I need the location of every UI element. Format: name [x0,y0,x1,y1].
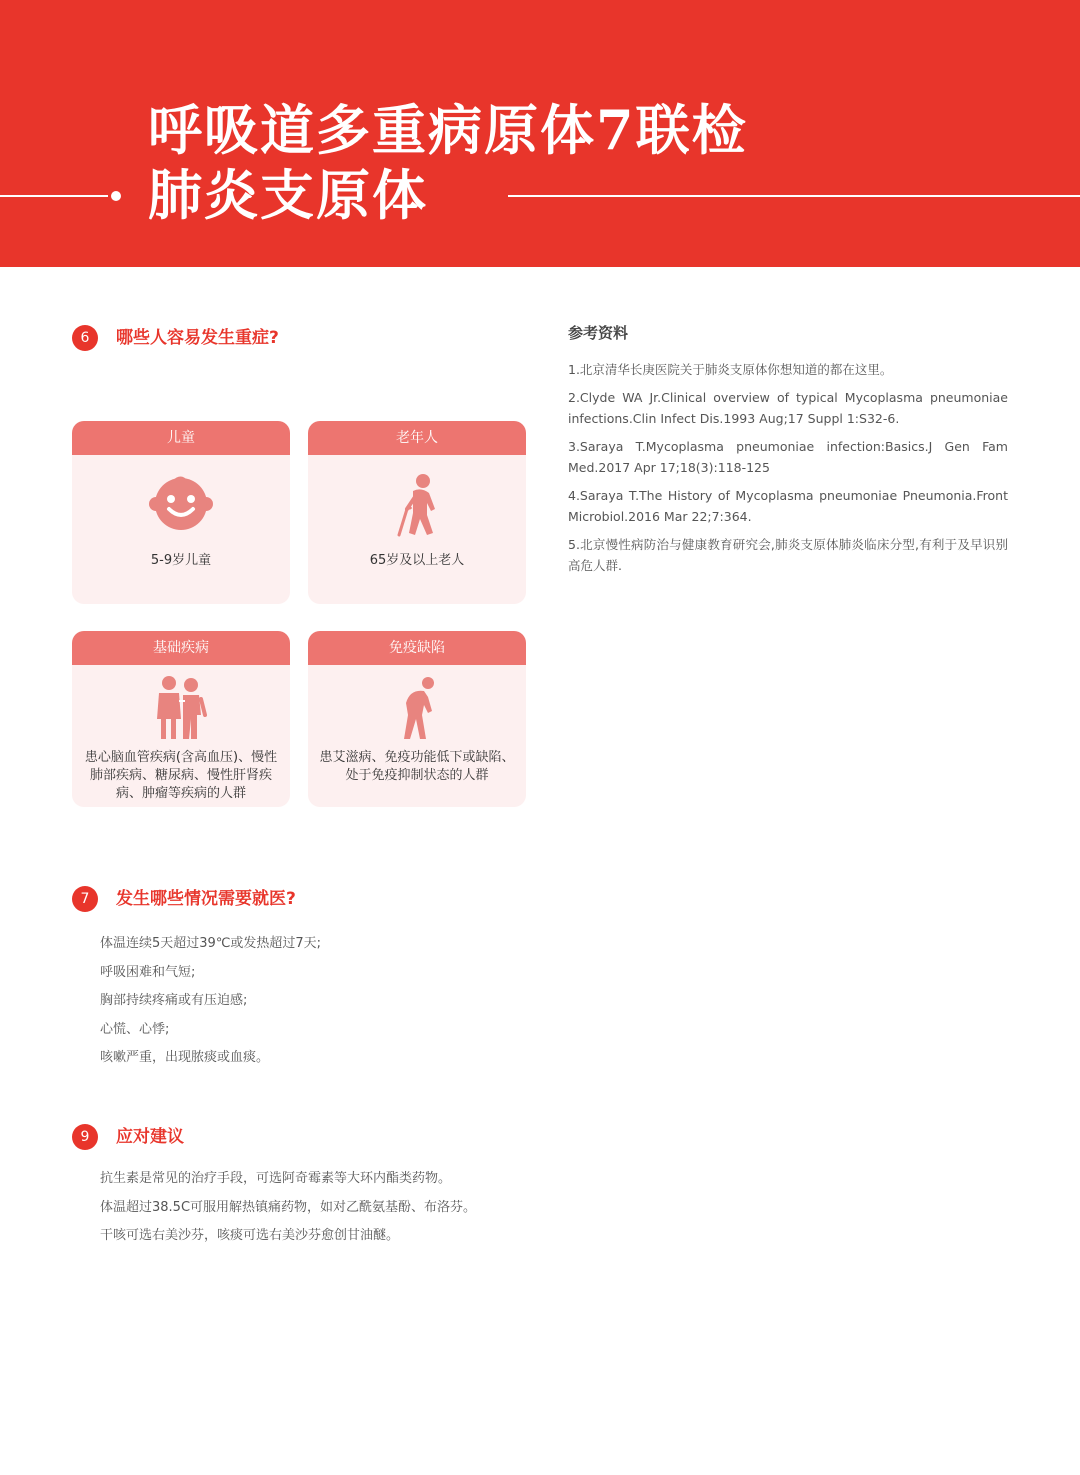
list-item: 体温连续5天超过39℃或发热超过7天; [100,936,322,951]
title-line-1: 呼吸道多重病原体7联检 [148,98,748,162]
list-item: 胸部持续疼痛或有压迫感; [100,993,248,1008]
section-title: 哪些人容易发生重症? [116,328,279,348]
section-title: 应对建议 [116,1127,184,1147]
section-number: 7 [72,886,98,912]
header-banner [0,0,1080,267]
reference-item: 1.北京清华长庚医院关于肺炎支原体你想知道的都在这里。 [568,362,893,377]
reference-item: 4.Saraya T.The History of Mycoplasma pneumoniae Pneumonia.Front Microbiol.2016 Mar 22;7:364. [568,488,1008,524]
card-elderly [308,421,526,604]
reference-item: 2.Clyde WA Jr.Clinical overview of typical Mycoplasma pneumoniae infections.Clin Infect Dis.1993 Aug;17 Suppl 1:S32-6. [568,390,1008,426]
elderly-with-cane-icon [308,473,526,541]
section-number: 6 [72,325,98,351]
header-rule-left [0,195,108,197]
symptom-list [100,930,321,1073]
list-item: 体温超过38.5C可服用解热镇痛药物，如对乙酰氨基酚、布洛芬。 [100,1199,477,1215]
card-underlying-disease [72,631,290,807]
reference-item: 5.北京慢性病防治与健康教育研究会,肺炎支原体肺炎临床分型,有利于及早识别高危人群. [568,537,1008,573]
baby-face-icon [72,473,290,539]
card-heading: 免疫缺陷 [308,631,526,665]
card-heading: 儿童 [72,421,290,455]
list-item: 咳嗽严重，出现脓痰或血痰。 [100,1050,270,1065]
card-description: 患心脑血管疾病(含高血压)、慢性肺部疾病、糖尿病、慢性肝肾疾病、肿瘤等疾病的人群 [84,750,278,801]
list-item: 干咳可选右美沙芬，咳痰可选右美沙芬愈创甘油醚。 [100,1228,400,1243]
card-heading: 老年人 [308,421,526,455]
card-children [72,421,290,604]
section-title: 发生哪些情况需要就医? [116,889,296,909]
card-description: 65岁及以上老人 [369,553,465,568]
card-immunodeficiency [308,631,526,807]
list-item: 抗生素是常见的治疗手段，可选阿奇霉素等大环内酯类药物。 [100,1171,452,1186]
header-rule-right [508,195,1080,197]
advice-list [100,1165,476,1251]
section-number: 9 [72,1124,98,1150]
caregiver-patient-icon [72,675,290,745]
card-description: 患艾滋病、免疫功能低下或缺陷、处于免疫抑制状态的人群 [319,750,515,783]
hunched-person-icon [308,675,526,745]
list-item: 呼吸困难和气短; [100,964,196,980]
reference-item: 3.Saraya T.Mycoplasma pneumoniae infection:Basics.J Gen Fam Med.2017 Apr 17;18(3):118-125 [568,439,1008,475]
title-line-2: 肺炎支原体 [148,163,428,227]
list-item: 心慌、心悸; [100,1021,170,1037]
references-title: 参考资料 [568,324,629,342]
references [568,322,1008,583]
card-description: 5-9岁儿童 [150,553,212,568]
header-rule-dot [111,191,121,201]
card-heading: 基础疾病 [72,631,290,665]
